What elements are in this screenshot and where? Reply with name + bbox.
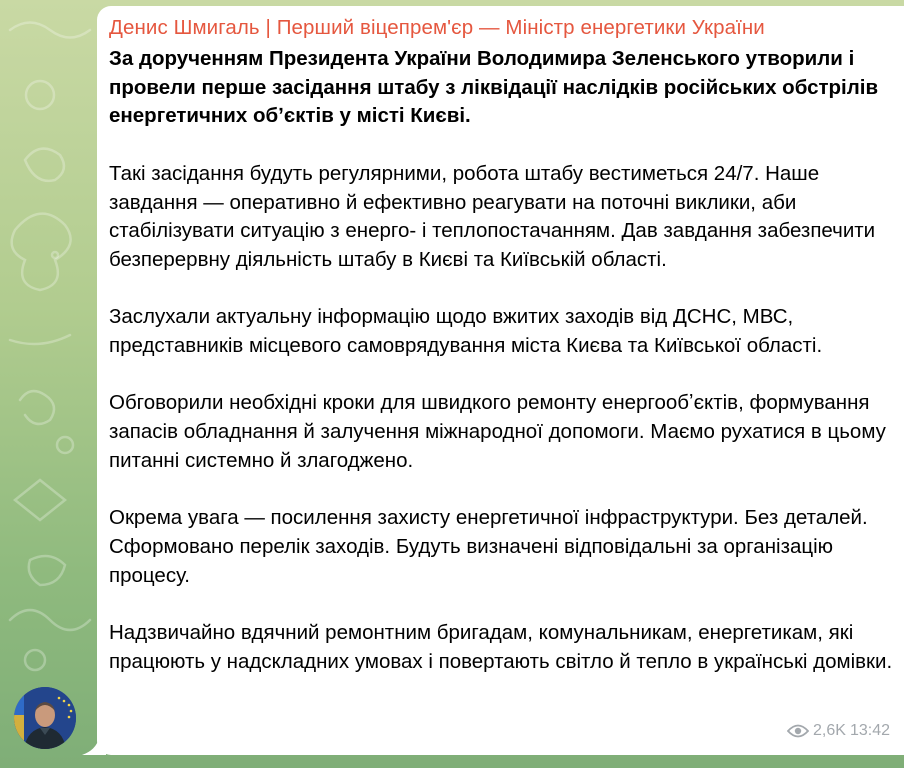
message-paragraph-4: Обговорили необхідні кроки для швидкого ремонту енергообʼєктів, формування запасів обладнання й залучення міжнародної допомоги. Маємо рухатися в цьому питанні системно й злагоджено. xyxy=(109,391,886,472)
message-time: 13:42 xyxy=(849,722,890,739)
message-paragraph-3: Заслухали актуальну інформацію щодо вжитих заходів від ДСНС, МВС, представників місцевого самоврядування міста Києва та Київської області. xyxy=(109,305,823,357)
views-count: 2,6K xyxy=(813,722,846,739)
message-meta xyxy=(787,721,890,741)
message-paragraph-2: Такі засідання будуть регулярними, робота штабу вестиметься 24/7. Наше завдання — оперативно й ефективно реагувати на поточні виклики, аби стабілізувати ситуацію з енерго- і теплопостачанням. Дав завдання забезпечити безперервну діяльність штабу в Києві та Київській області. xyxy=(109,161,876,271)
message-bubble[interactable] xyxy=(97,6,904,755)
message-text xyxy=(109,45,899,676)
eye-icon xyxy=(787,724,809,738)
sender-avatar[interactable] xyxy=(14,687,76,749)
message-paragraph-5: Окрема увага — посилення захисту енергетичної інфраструктури. Без деталей. Сформовано перелік заходів. Будуть визначені відповідальні за організацію процесу. xyxy=(109,506,868,587)
sender-name[interactable]: Денис Шмигаль | Перший віцепрем'єр — Міністр енергетики України xyxy=(109,16,765,39)
message-paragraph-6: Надзвичайно вдячний ремонтним бригадам, комунальникам, енергетикам, які працюють у надскладних умовах і повертають світло й тепло в українські домівки. xyxy=(109,620,893,673)
message-paragraph-1: За дорученням Президента України Володимира Зеленського утворили і провели перше засідання штабу з ліквідації наслідків російських обстрілів енергетичних обʼєктів у місті Києві. xyxy=(109,47,879,128)
sender-avatar-image xyxy=(14,687,76,749)
